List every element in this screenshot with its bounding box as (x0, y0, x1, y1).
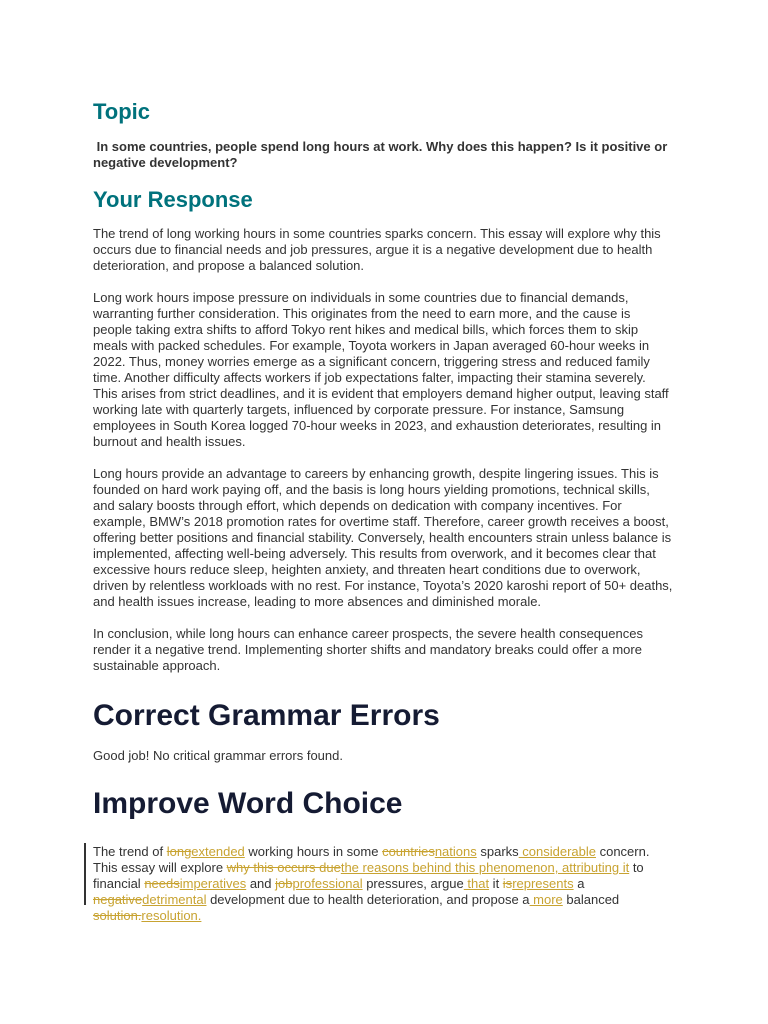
original-text: concern. This essay will explore (93, 844, 650, 875)
deleted-word: needs (144, 876, 180, 891)
original-text: it (489, 876, 503, 891)
grammar-message: Good job! No critical grammar errors found. (93, 748, 343, 763)
word-choice-heading: Improve Word Choice (93, 787, 403, 820)
original-text: balanced (562, 892, 620, 907)
quote-bar (84, 843, 86, 905)
response-paragraph: Long work hours impose pressure on individuals in some countries due to financial demands, warranting further consideration. This originates from the need to earn more, and the cause is people taking extra shifts to afford Tokyo rent hikes and medical bills, which forces them to skip meals with packed schedules. For example, Toyota workers in Japan averaged 60-hour weeks in 2022. Thus, money worries emerge as a significant concern, triggering stress and reduced family time. Another difficulty affects workers if job expectations falter, impacting their stamina severely. This arises from strict deadlines, and it is evident that employers demand higher output, leaving staff working late with quarterly targets, influenced by corporate pressure. For instance, Samsung employees in South Korea logged 70-hour weeks in 2023, and exhaustion deteriorates, resulting in burnout and health issues. (93, 290, 669, 449)
word-choice-suggestions (93, 844, 673, 924)
suggested-word: professional (292, 876, 363, 891)
suggested-word: resolution. (141, 908, 202, 923)
suggested-word: considerable (518, 844, 596, 859)
suggested-word: that (463, 876, 490, 891)
suggested-word: the reasons behind this phenomenon, attributing it (340, 860, 630, 875)
essay-feedback-page (93, 98, 673, 924)
original-text: to financial (93, 860, 644, 891)
original-text: and (246, 876, 276, 891)
response-paragraph: Long hours provide an advantage to careers by enhancing growth, despite lingering issues. This is founded on hard work paying off, and the basis is long hours yielding promotions, technical skills, and salary boosts through effort, which depends on dedication with company incentives. For example, BMW’s 2018 promotion rates for overtime staff. Therefore, career growth receives a boost, offering better positions and financial stability. Conversely, health encounters strain unless balance is implemented, affecting well-being adversely. This results from overwork, and it becomes clear that excessive hours reduce sleep, heighten anxiety, and threaten heart conditions due to overwork, driven by relentless workloads with no rest. For instance, Toyota’s 2020 karoshi report of 50+ deaths, and health issues increase, leading to more absences and diminished morale. (93, 466, 673, 609)
deleted-word: is (502, 876, 513, 891)
topic-prompt: In some countries, people spend long hours at work. Why does this happen? Is it positive or negative development? (93, 139, 671, 170)
deleted-word: countries (382, 844, 435, 859)
suggested-word: detrimental (142, 892, 207, 907)
deleted-word: solution. (93, 908, 142, 923)
suggested-word: more (529, 892, 563, 907)
original-text: working hours in some (244, 844, 383, 859)
suggested-word: nations (434, 844, 477, 859)
deleted-word: why this occurs due (226, 860, 341, 875)
deleted-word: negative (93, 892, 143, 907)
original-text: pressures, argue (362, 876, 464, 891)
response-paragraph: In conclusion, while long hours can enhance career prospects, the severe health consequences render it a negative trend. Implementing shorter shifts and mandatory breaks could offer a more sustainable approach. (93, 626, 643, 673)
deleted-word: long (166, 844, 192, 859)
suggested-word: imperatives (179, 876, 247, 891)
topic-heading: Topic (93, 99, 151, 124)
response-paragraph: The trend of long working hours in some countries sparks concern. This essay will explore why this occurs due to financial needs and job pressures, argue it is a negative development due to health deterioration, and propose a balanced solution. (93, 226, 661, 273)
original-text: sparks (476, 844, 519, 859)
grammar-heading: Correct Grammar Errors (93, 699, 440, 732)
original-text: a (573, 876, 585, 891)
original-text: The trend of (93, 844, 167, 859)
response-heading: Your Response (93, 187, 253, 212)
suggested-word: extended (191, 844, 245, 859)
suggested-word: represents (512, 876, 574, 891)
word-choice-text (93, 844, 673, 924)
original-text: development due to health deterioration, and propose a (206, 892, 530, 907)
deleted-word: job (275, 876, 293, 891)
